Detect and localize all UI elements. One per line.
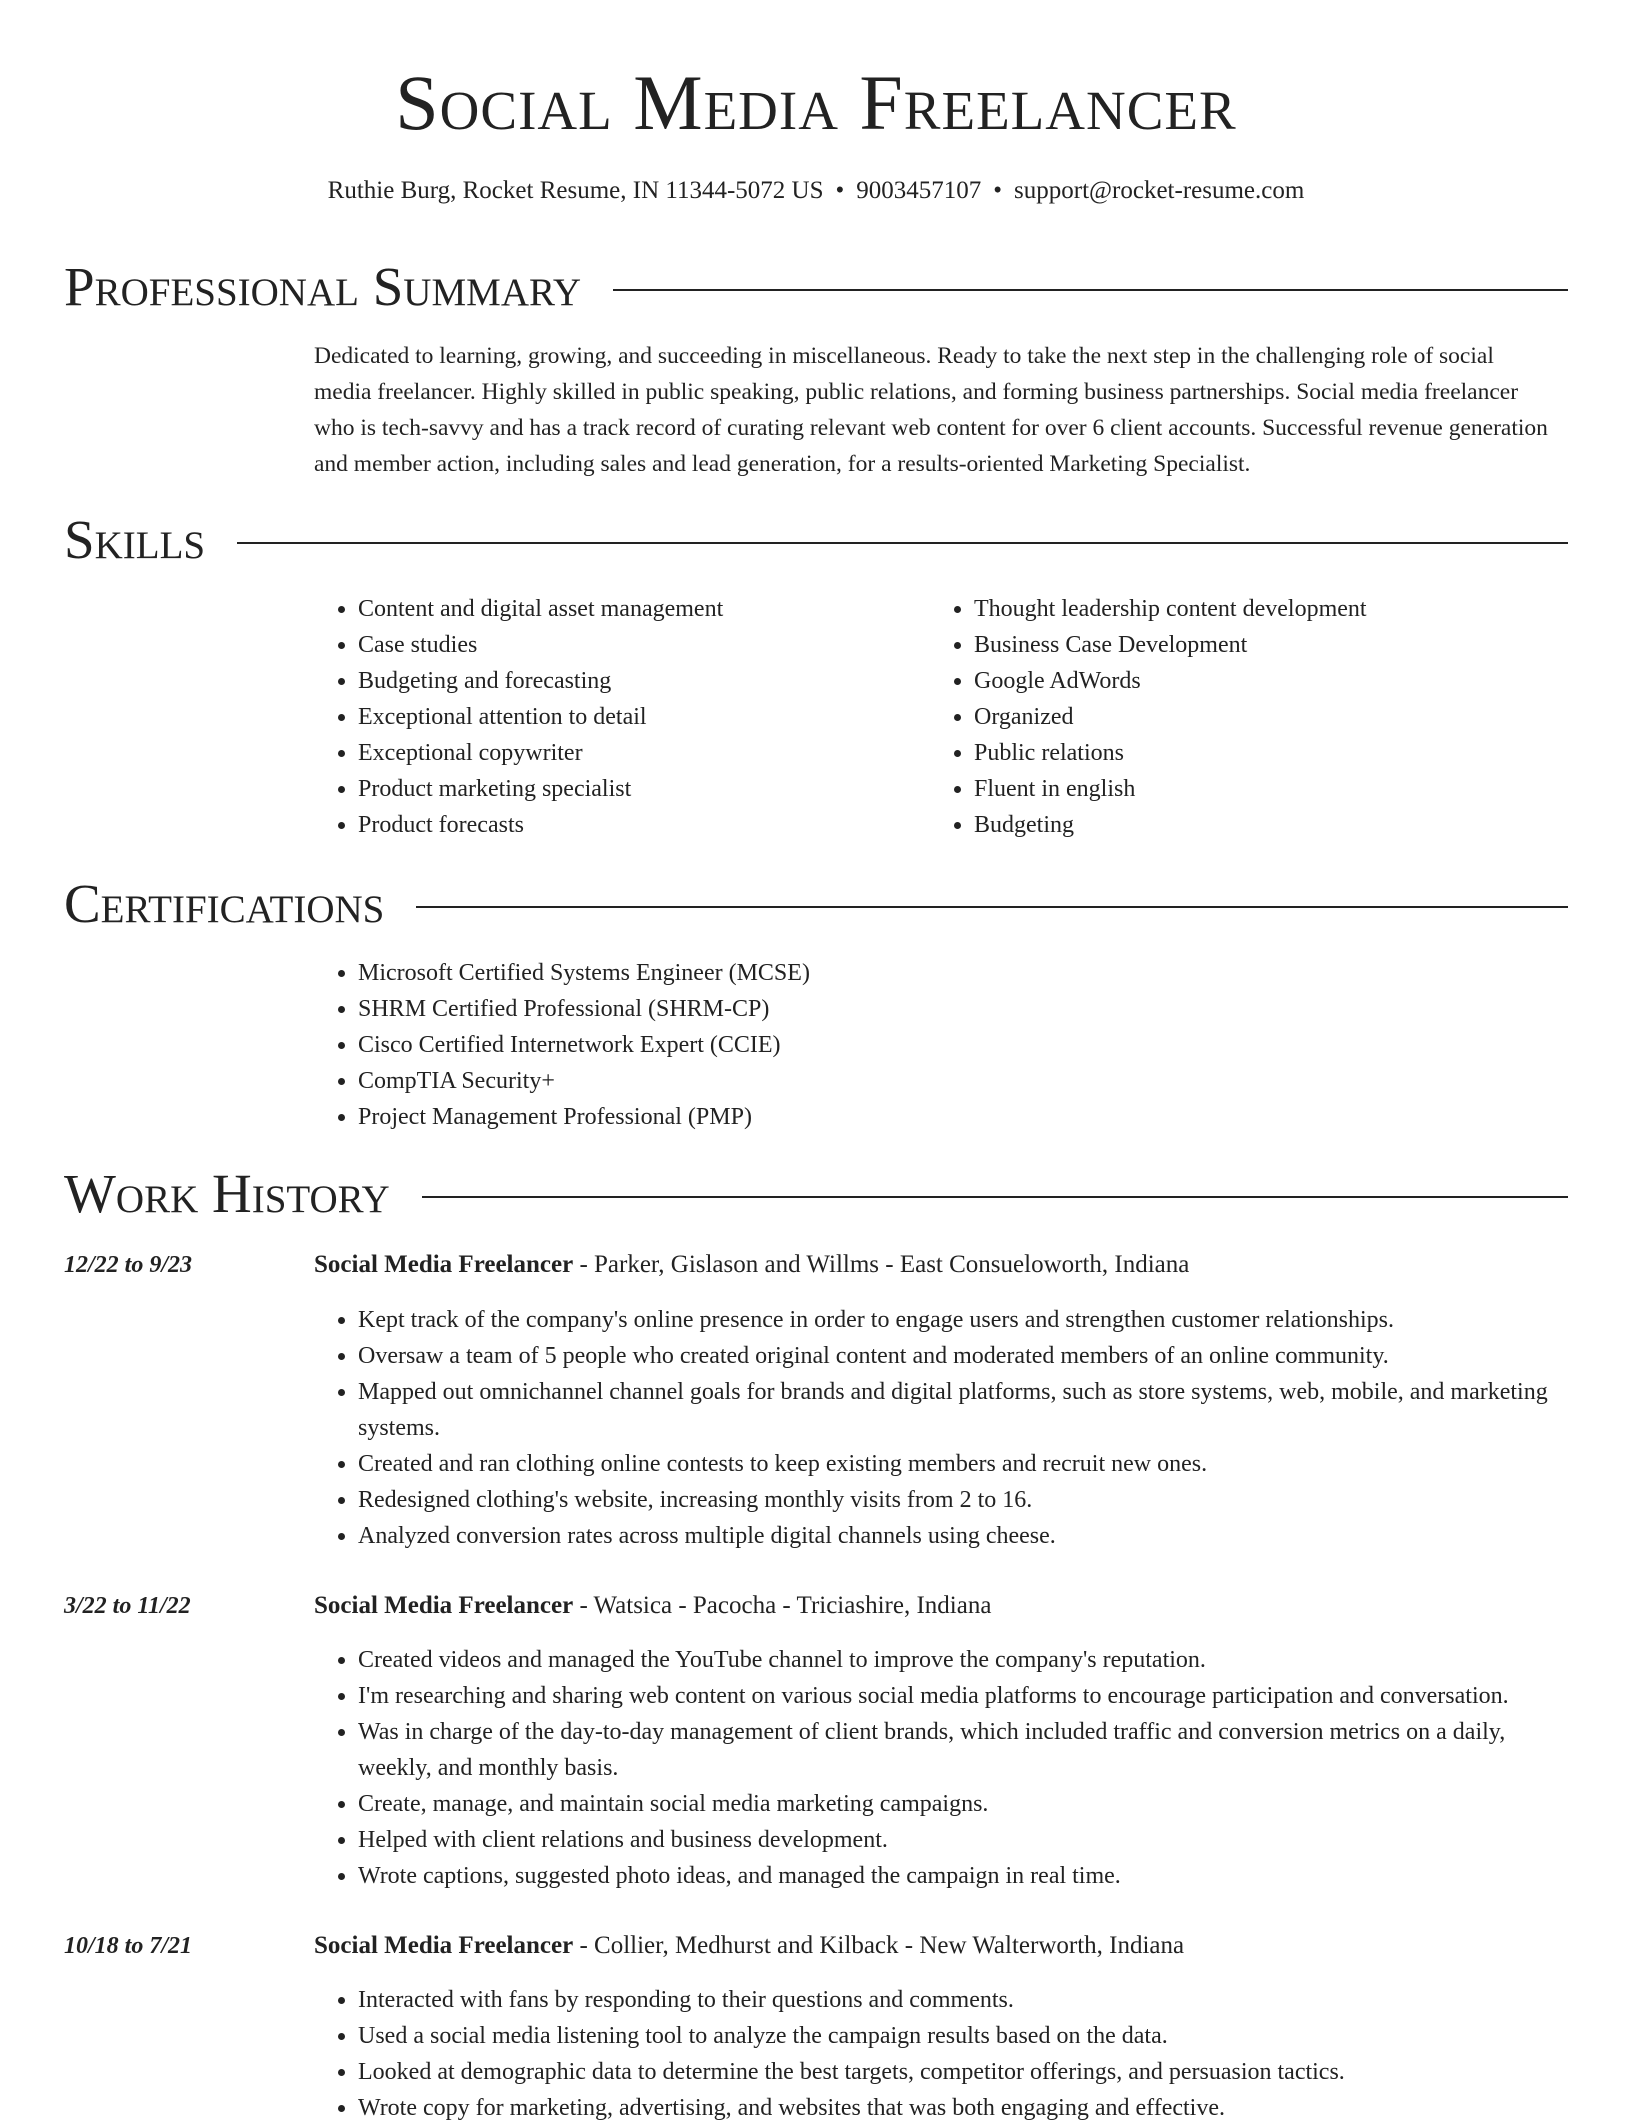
work-history-section-header bbox=[64, 1163, 1568, 1225]
job-bullet: • Analyzed conversion rates across multiple digital channels using cheese. bbox=[358, 1518, 1554, 1554]
certifications-section-header bbox=[64, 873, 1568, 935]
job-dates: 3/22 to 11/22 bbox=[64, 1593, 191, 1619]
skill-item: • Content and digital asset management bbox=[358, 591, 723, 627]
job-title: Social Media Freelancer bbox=[314, 1592, 574, 1619]
work-history-heading: Work History bbox=[64, 1163, 390, 1224]
skill-item: • Business Case Development bbox=[974, 627, 1367, 663]
skills-right-column bbox=[930, 591, 1367, 843]
skill-item: • Product marketing specialist bbox=[358, 771, 723, 807]
certification-item: • Cisco Certified Internetwork Expert (CCIE) bbox=[358, 1027, 810, 1063]
job-heading bbox=[314, 1249, 1189, 1281]
job-bullet: • Kept track of the company's online presence in order to engage users and strengthen customer relationships. bbox=[358, 1302, 1554, 1338]
section-divider bbox=[237, 542, 1568, 544]
contact-separator: • bbox=[993, 177, 1003, 204]
skill-item: • Case studies bbox=[358, 627, 723, 663]
job-bullet: • Wrote copy for marketing, advertising, and websites that was both engaging and effective. bbox=[358, 2090, 1554, 2126]
job-company-location: - Collier, Medhurst and Kilback - New Walterworth, Indiana bbox=[573, 1932, 1185, 1959]
job-bullet: • Used a social media listening tool to analyze the campaign results based on the data. bbox=[358, 2018, 1554, 2054]
certification-item: • CompTIA Security+ bbox=[358, 1063, 810, 1099]
contact-phone: 9003457107 bbox=[856, 177, 982, 204]
job-dates: 12/22 to 9/23 bbox=[64, 1252, 193, 1278]
section-divider bbox=[613, 289, 1568, 291]
skill-item: • Product forecasts bbox=[358, 807, 723, 843]
job-company-location: - Watsica - Pacocha - Triciashire, Indiana bbox=[573, 1592, 992, 1619]
job-bullet: • I'm researching and sharing web content on various social media platforms to encourage participation and conversation. bbox=[358, 1678, 1554, 1714]
job-bullet: • Create, manage, and maintain social media marketing campaigns. bbox=[358, 1786, 1554, 1822]
job-bullet: • Oversaw a team of 5 people who created original content and moderated members of an online community. bbox=[358, 1338, 1554, 1374]
skill-item: • Exceptional attention to detail bbox=[358, 699, 723, 735]
job-bullet: • Mapped out omnichannel channel goals for brands and digital platforms, such as store systems, web, mobile, and marketing systems. bbox=[358, 1374, 1554, 1446]
section-divider bbox=[422, 1196, 1568, 1198]
job-title: Social Media Freelancer bbox=[314, 1251, 574, 1278]
skill-item: • Budgeting and forecasting bbox=[358, 663, 723, 699]
skill-item: • Public relations bbox=[974, 735, 1367, 771]
job-bullet: • Looked at demographic data to determine the best targets, competitor offerings, and persuasion tactics. bbox=[358, 2054, 1554, 2090]
certification-item: • Microsoft Certified Systems Engineer (MCSE) bbox=[358, 955, 810, 991]
job-bullet: • Created and ran clothing online contests to keep existing members and recruit new ones. bbox=[358, 1446, 1554, 1482]
skills-heading: Skills bbox=[64, 509, 206, 570]
job-bullet: • Interacted with fans by responding to their questions and comments. bbox=[358, 1982, 1554, 2018]
skill-item: • Exceptional copywriter bbox=[358, 735, 723, 771]
job-bullets bbox=[314, 1302, 1554, 1554]
resume-title: Social Media Freelancer bbox=[395, 59, 1237, 146]
certification-item: • Project Management Professional (PMP) bbox=[358, 1099, 810, 1135]
job-bullet: • Wrote captions, suggested photo ideas, and managed the campaign in real time. bbox=[358, 1858, 1554, 1894]
skills-left-column bbox=[314, 591, 723, 843]
job-heading bbox=[314, 1590, 991, 1622]
contact-separator: • bbox=[835, 177, 845, 204]
job-bullets bbox=[314, 1982, 1554, 2126]
contact-address: Ruthie Burg, Rocket Resume, IN 11344-5072 US bbox=[327, 177, 824, 204]
job-bullet: • Helped with client relations and business development. bbox=[358, 1822, 1554, 1858]
skill-item: • Fluent in english bbox=[974, 771, 1367, 807]
certifications-heading: Certifications bbox=[64, 873, 385, 934]
skill-item: • Thought leadership content development bbox=[974, 591, 1367, 627]
job-company-location: - Parker, Gislason and Willms - East Consueloworth, Indiana bbox=[573, 1251, 1190, 1278]
job-bullet: • Redesigned clothing's website, increasing monthly visits from 2 to 16. bbox=[358, 1482, 1554, 1518]
skill-item: • Organized bbox=[974, 699, 1367, 735]
skills-section-header bbox=[64, 509, 1568, 571]
contact-email[interactable]: support@rocket-resume.com bbox=[1014, 177, 1305, 204]
skill-item: • Budgeting bbox=[974, 807, 1367, 843]
job-bullet: • Created videos and managed the YouTube channel to improve the company's reputation. bbox=[358, 1642, 1554, 1678]
job-bullet: • Was in charge of the day-to-day management of client brands, which included traffic and conversion metrics on a daily, weekly, and monthly basis. bbox=[358, 1714, 1554, 1786]
contact-line bbox=[0, 175, 1632, 207]
summary-heading: Professional Summary bbox=[64, 256, 582, 317]
summary-text: Dedicated to learning, growing, and succeeding in miscellaneous. Ready to take the next step in the challenging role of social media freelancer. Highly skilled in public speaking, public relations, and forming business partnerships. Social media freelancer who is tech-savvy and has a track record of curating relevant web content for over 6 client accounts. Successful revenue generation and member action, including sales and lead generation, for a results-oriented Marketing Specialist. bbox=[314, 343, 1548, 477]
job-dates: 10/18 to 7/21 bbox=[64, 1933, 193, 1959]
summary-section-header bbox=[64, 256, 1568, 318]
job-bullets bbox=[314, 1642, 1554, 1894]
job-title: Social Media Freelancer bbox=[314, 1932, 574, 1959]
skill-item: • Google AdWords bbox=[974, 663, 1367, 699]
job-heading bbox=[314, 1930, 1184, 1962]
certifications-list bbox=[314, 955, 810, 1135]
section-divider bbox=[416, 906, 1568, 908]
certification-item: • SHRM Certified Professional (SHRM-CP) bbox=[358, 991, 810, 1027]
